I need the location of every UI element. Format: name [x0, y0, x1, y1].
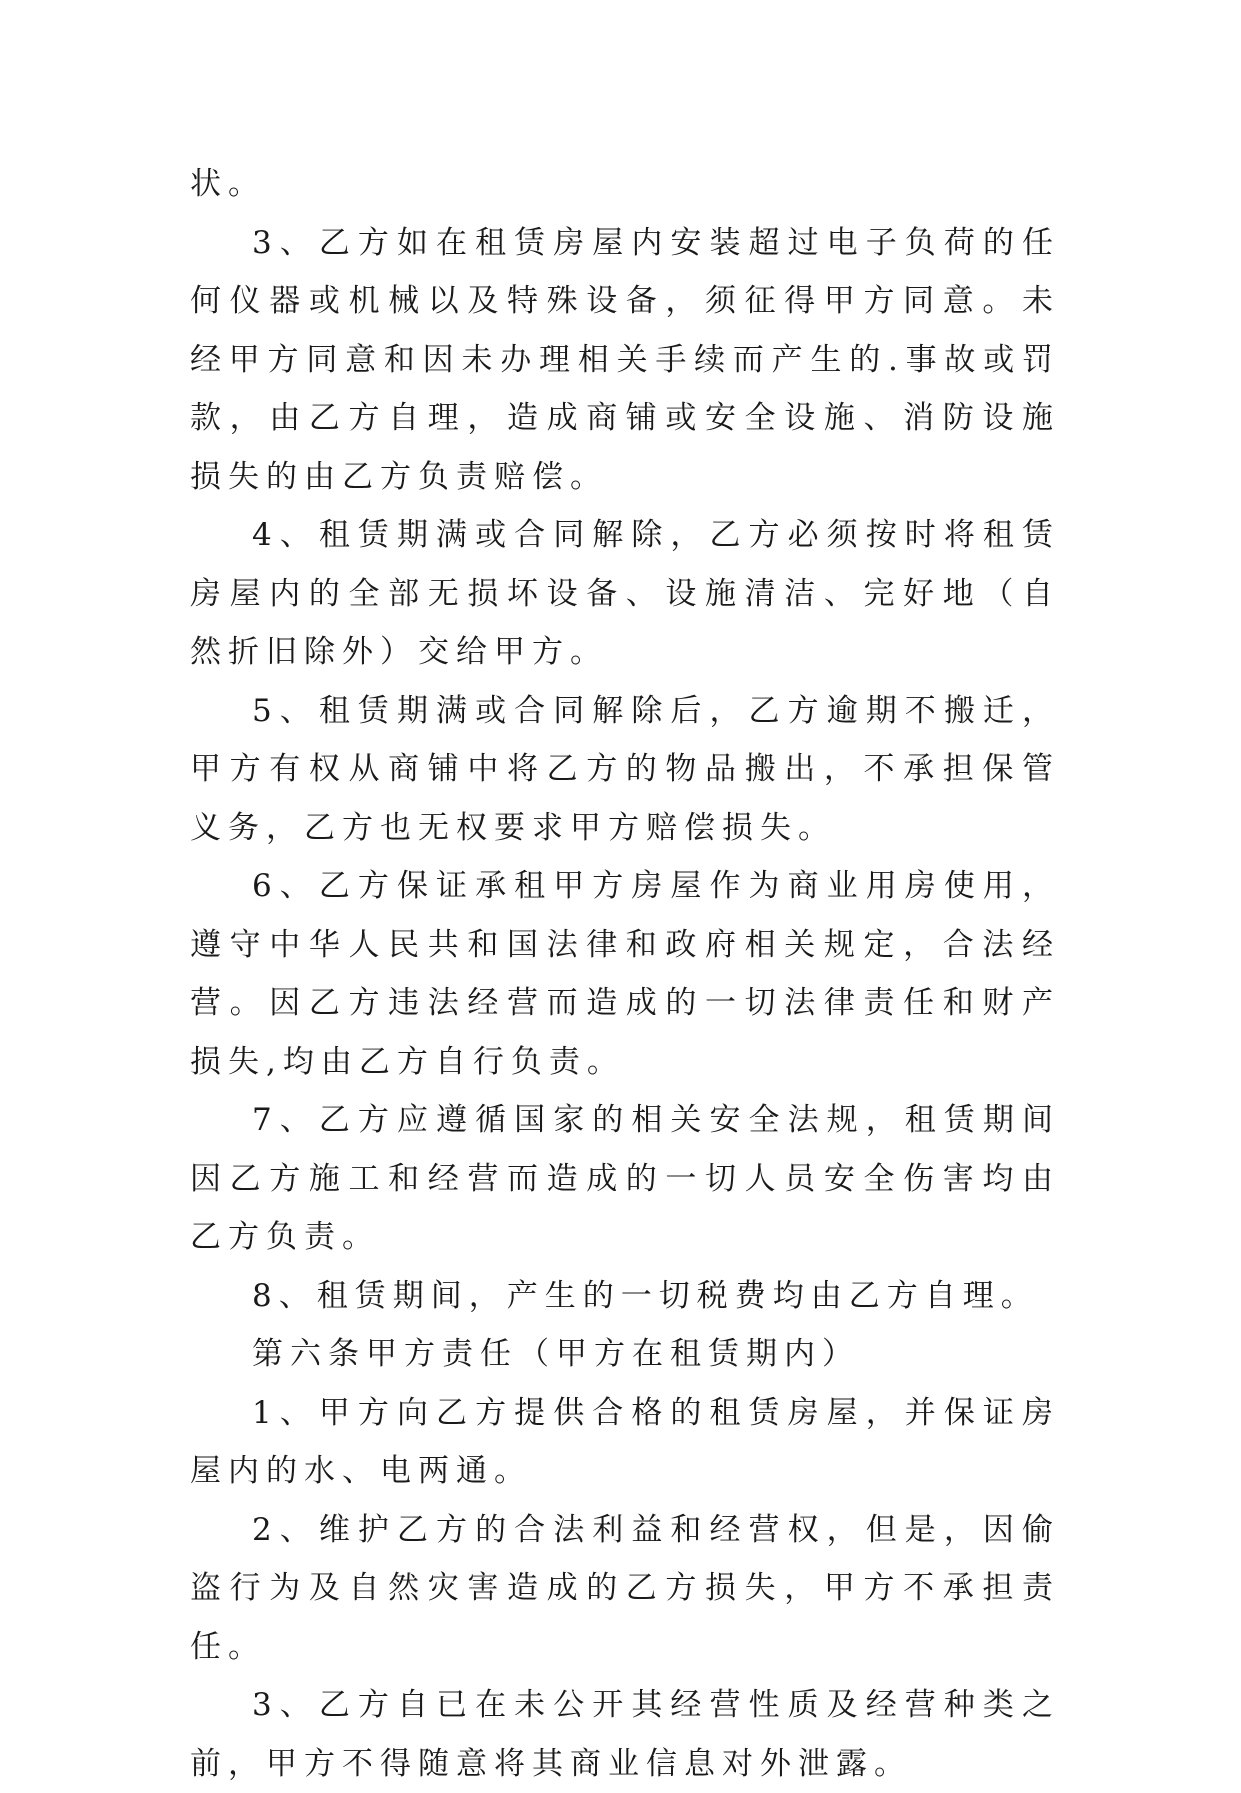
paragraph-clause-5-8: 8、租赁期间，产生的一切税费均由乙方自理。 [252, 1277, 1039, 1314]
paragraph-clause-5-7: 7、乙方应遵循国家的相关安全法规，租赁期间因乙方施工和经营而造成的一切人员安全伤害均由乙方负责。 [190, 1102, 1060, 1255]
document-body [190, 155, 1060, 1793]
paragraph-clause-6-1: 1、甲方向乙方提供合格的租赁房屋，并保证房屋内的水、电两通。 [190, 1394, 1060, 1489]
paragraph-clause-5-4: 4、租赁期满或合同解除，乙方必须按时将租赁房屋内的全部无损坏设备、设施清洁、完好地（自然折旧除外）交给甲方。 [190, 517, 1060, 670]
section-heading-article-6: 第六条甲方责任（甲方在租赁期内） [252, 1336, 860, 1372]
paragraph-clause-5-3: 3、乙方如在租赁房屋内安装超过电子负荷的任何仪器或机械以及特殊设备，须征得甲方同意。未经甲方同意和因未办理相关手续而产生的.事故或罚款，由乙方自理，造成商铺或安全设施、消防设施损失的由乙方负责赔偿。 [190, 224, 1060, 495]
paragraph-clause-5-6: 6、乙方保证承租甲方房屋作为商业用房使用，遵守中华人民共和国法律和政府相关规定，合法经营。因乙方违法经营而造成的一切法律责任和财产损失,均由乙方自行负责。 [190, 868, 1060, 1080]
paragraph-clause-6-3: 3、乙方自已在未公开其经营性质及经营种类之前，甲方不得随意将其商业信息对外泄露。 [190, 1687, 1060, 1782]
paragraph-clause-5-5: 5、租赁期满或合同解除后，乙方逾期不搬迁，甲方有权从商铺中将乙方的物品搬出，不承担保管义务，乙方也无权要求甲方赔偿损失。 [190, 692, 1060, 846]
paragraph-continuation: 状。 [190, 166, 266, 202]
paragraph-clause-6-2: 2、维护乙方的合法利益和经营权，但是，因偷盗行为及自然灾害造成的乙方损失，甲方不承担责任。 [190, 1511, 1060, 1665]
